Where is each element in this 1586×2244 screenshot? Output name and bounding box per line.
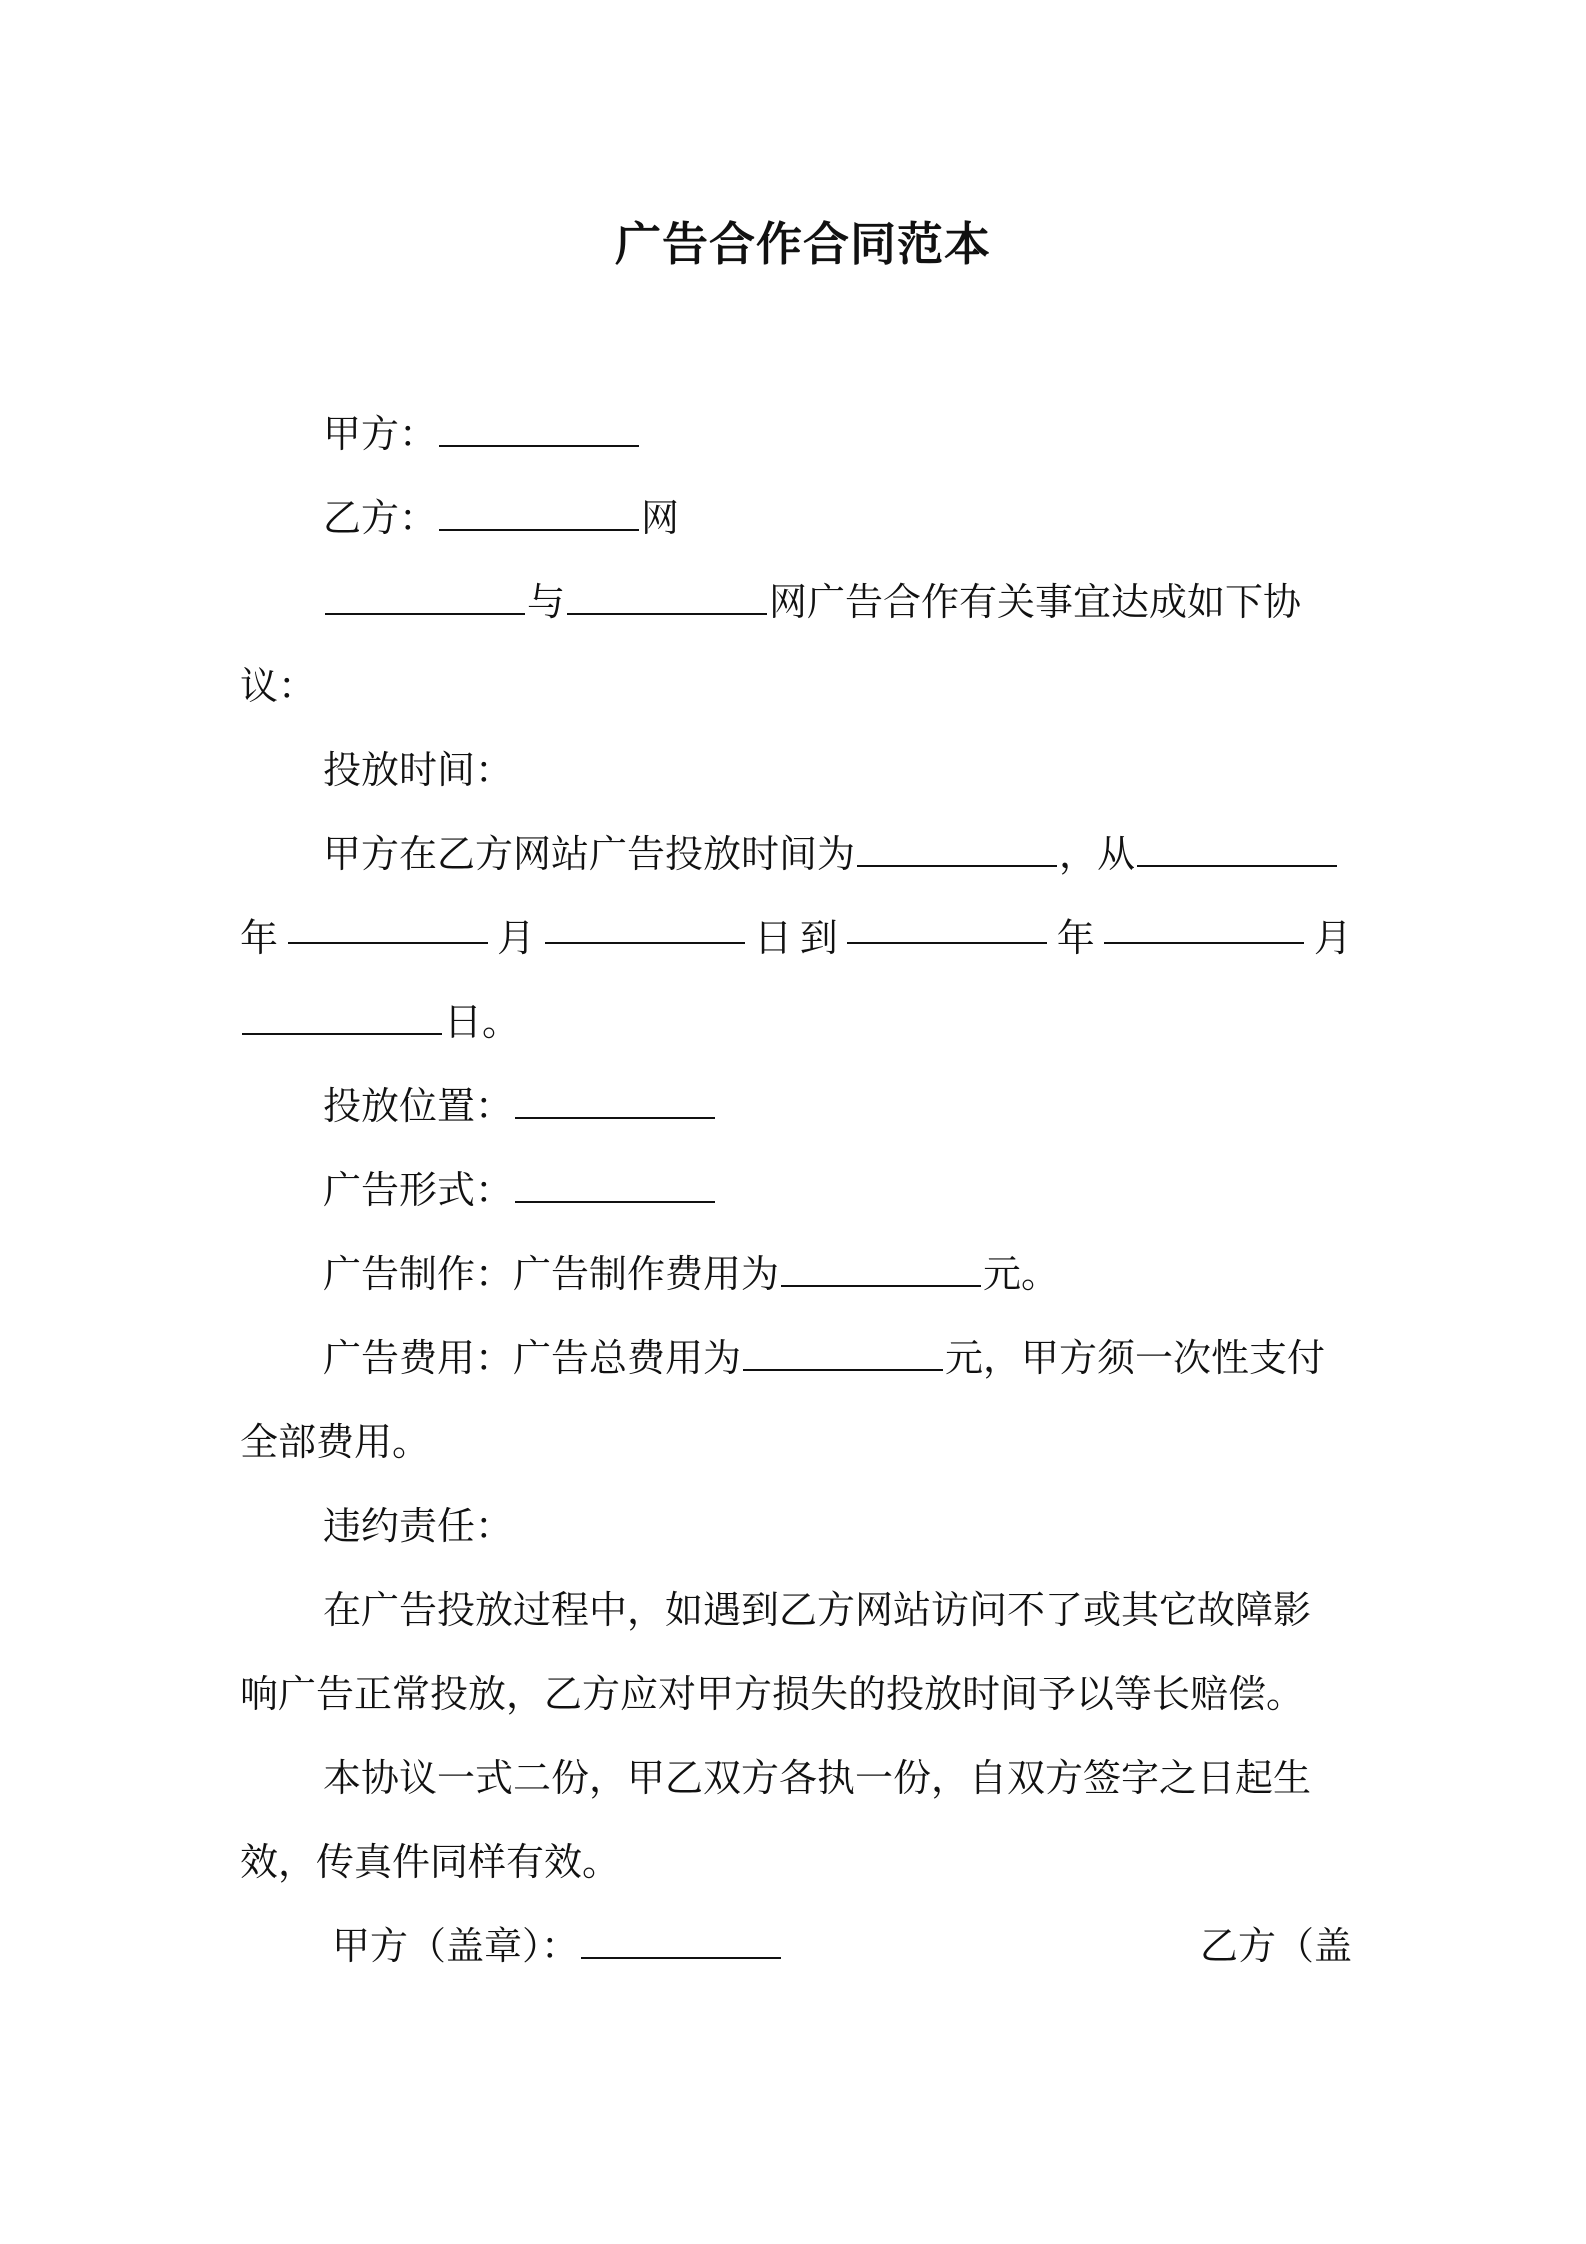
ad-fee-blank: [743, 1339, 943, 1371]
party-a-blank: [439, 415, 639, 447]
ad-form-line: [323, 1164, 717, 1216]
signature-party-a-blank: [581, 1927, 781, 1959]
placement-time-line-3: [240, 996, 520, 1048]
ad-production-unit: 元。: [983, 1252, 1060, 1296]
intro-continuation: 议：: [240, 664, 317, 708]
start-year-blank: [1137, 835, 1337, 867]
ad-fee-continuation: 全部费用。: [240, 1420, 431, 1464]
start-day-blank: [545, 912, 745, 944]
party-b-suffix: 网: [641, 496, 680, 540]
effect-line-1: 本协议一式二份，甲乙双方各执一份，自双方签字之日起生: [323, 1756, 1312, 1800]
intro-suffix: 网广告合作有关事宜达成如下协: [769, 580, 1302, 624]
unit-month-1: 月: [497, 916, 536, 960]
start-month-blank: [288, 912, 488, 944]
unit-year-2: 年: [1056, 916, 1095, 960]
ad-form-blank: [515, 1171, 715, 1203]
party-a-line: [323, 408, 641, 460]
placement-time-line-1: [323, 828, 1339, 880]
placement-position-line: [323, 1080, 717, 1132]
party-b-label: 乙方：: [323, 496, 438, 540]
party-b-blank: [439, 499, 639, 531]
ad-fee-text: 广告总费用为: [513, 1336, 742, 1380]
unit-year-1: 年: [240, 916, 279, 960]
end-year-blank: [847, 912, 1047, 944]
effect-line-2: 效，传真件同样有效。: [240, 1840, 621, 1884]
placement-time-from: ，从: [1059, 832, 1136, 876]
ad-production-label: 广告制作：: [323, 1252, 514, 1296]
ad-fee-rest: 元，甲方须一次性支付: [945, 1336, 1326, 1380]
ad-fee-line: [323, 1332, 1325, 1384]
placement-position-blank: [515, 1087, 715, 1119]
intro-blank-2: [567, 583, 767, 615]
placement-time-prefix: 甲方在乙方网站广告投放时间为: [323, 832, 856, 876]
ad-production-blank: [781, 1255, 981, 1287]
ad-production-text: 广告制作费用为: [513, 1252, 780, 1296]
placement-time-heading: 投放时间：: [323, 748, 514, 792]
party-b-line: [323, 492, 679, 544]
intro-connector: 与: [527, 580, 566, 624]
end-day-blank: [242, 1003, 442, 1035]
unit-to: 到: [799, 916, 838, 960]
liability-heading: 违约责任：: [323, 1504, 514, 1548]
signature-party-a: [332, 1920, 783, 1972]
liability-line-2: 响广告正常投放，乙方应对甲方损失的投放时间予以等长赔偿。: [240, 1672, 1305, 1716]
placement-position-label: 投放位置：: [323, 1084, 514, 1128]
intro-line: [323, 576, 1301, 628]
ad-form-label: 广告形式：: [323, 1168, 514, 1212]
signature-party-b: 乙方（盖: [1199, 1924, 1352, 1968]
document-title: 广告合作合同范本: [615, 217, 991, 271]
ad-fee-label: 广告费用：: [323, 1336, 514, 1380]
end-month-blank: [1104, 912, 1304, 944]
intro-blank-1: [325, 583, 525, 615]
unit-day-1: 日: [754, 916, 793, 960]
ad-production-line: [323, 1248, 1059, 1300]
signature-party-a-label: 甲方（盖章）：: [332, 1924, 580, 1968]
liability-line-1: 在广告投放过程中，如遇到乙方网站访问不了或其它故障影: [323, 1588, 1312, 1632]
unit-month-2: 月: [1313, 916, 1352, 960]
placement-time-line-2: [240, 912, 1352, 964]
party-a-label: 甲方：: [323, 412, 438, 456]
placement-duration-blank: [857, 835, 1057, 867]
end-day: 日。: [444, 1000, 521, 1044]
